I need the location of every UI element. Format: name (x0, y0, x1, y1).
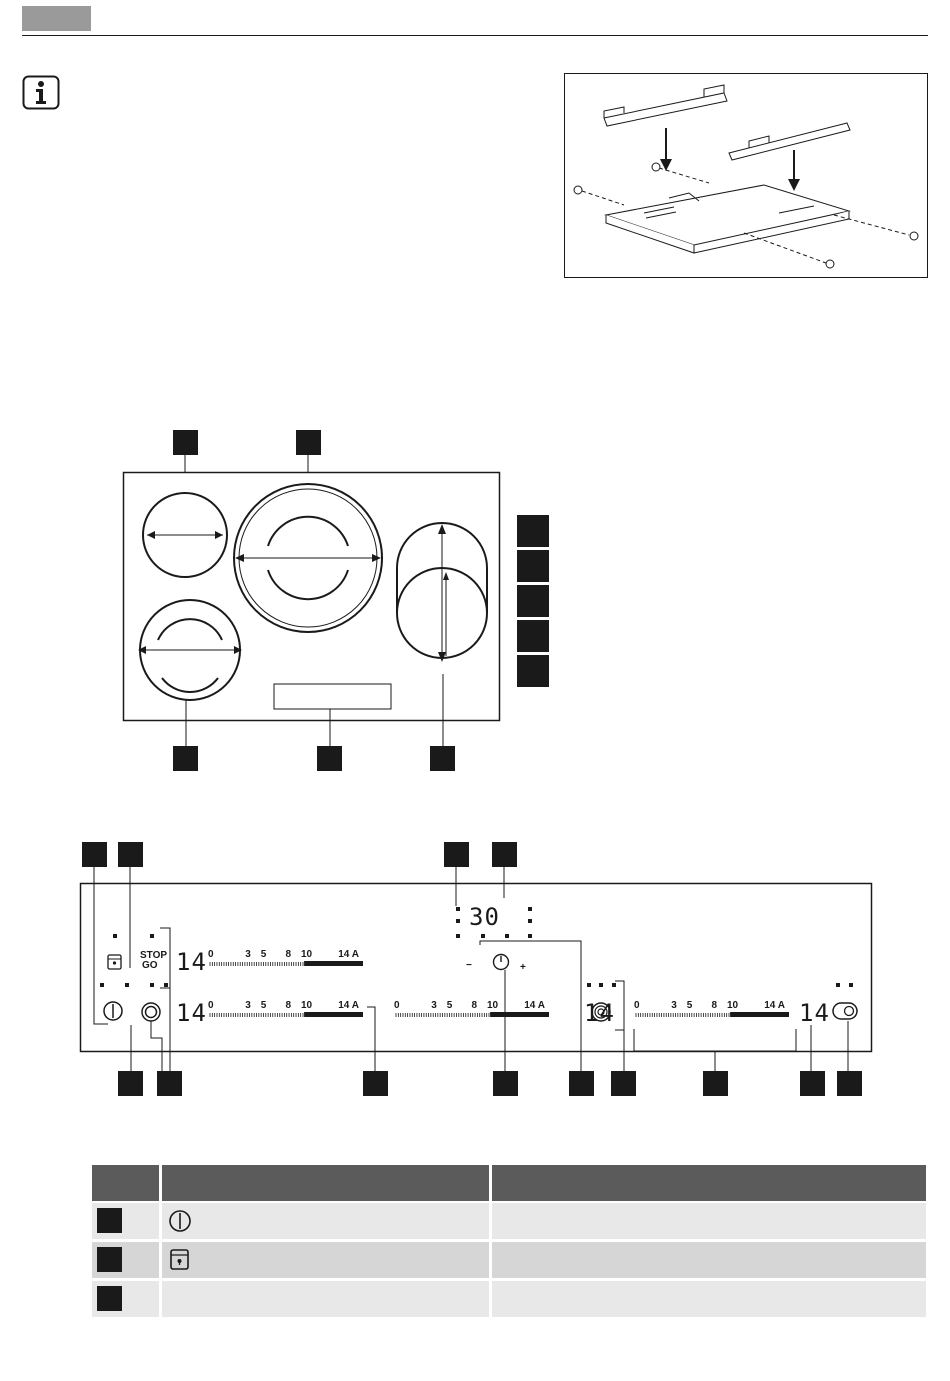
slider-max-bar (730, 1012, 789, 1017)
slider-scale-label: 14 A (764, 1000, 785, 1011)
table-row-3-number (97, 1286, 122, 1311)
slider-scale-label: 8 (471, 1000, 478, 1011)
slider-scale-label: 0 (634, 1000, 640, 1011)
display-left-bottom: 14 (176, 999, 207, 1027)
slider-scale-label: 8 (285, 1000, 292, 1011)
table-row-3-col-3 (492, 1281, 926, 1317)
table-row-1-number (97, 1208, 122, 1233)
slider-scale-label: 3 (245, 949, 251, 960)
slider-scale-label: 14 A (338, 1000, 359, 1011)
table-header-col-1 (92, 1165, 159, 1201)
header-rule (22, 35, 928, 36)
table-header-col-3 (492, 1165, 926, 1201)
table-row-1-col-3 (492, 1203, 926, 1239)
slider-scale-label: 10 (487, 1000, 499, 1011)
slider-scale-label: 5 (260, 949, 267, 960)
installation-figure (564, 73, 928, 278)
on-off-icon (167, 1208, 193, 1234)
slider-max-bar (490, 1012, 549, 1017)
timer-plus-button[interactable]: + (520, 962, 526, 973)
go-label: GO (142, 960, 158, 971)
cooktop-diagram (120, 428, 552, 773)
header-tab (22, 6, 91, 31)
slider-scale-label: 0 (208, 1000, 214, 1011)
timer-minus-button[interactable]: − (466, 960, 472, 971)
table-row-3-col-2 (162, 1281, 489, 1317)
slider-scale-label: 8 (285, 949, 292, 960)
slider-scale-label: 10 (301, 949, 313, 960)
slider-scale-label: 5 (260, 1000, 267, 1011)
info-icon (22, 75, 60, 110)
table-header-col-2 (162, 1165, 489, 1201)
slider-scale-label: 10 (727, 1000, 739, 1011)
table-row-2-col-2 (162, 1242, 489, 1278)
slider-scale-label: 0 (208, 949, 214, 960)
slider-scale-label: 8 (711, 1000, 718, 1011)
slider-scale-label: 14 A (338, 949, 359, 960)
slider-max-bar (304, 1012, 363, 1017)
slider-scale-label: 3 (245, 1000, 251, 1011)
display-right: 14 (799, 999, 830, 1027)
slider-max-bar (304, 961, 363, 966)
slider-scale-label: 0 (394, 1000, 400, 1011)
slider-scale-label: 3 (431, 1000, 437, 1011)
control-panel-diagram (78, 838, 874, 1098)
lock-icon (167, 1247, 193, 1273)
stop-label: STOP (140, 950, 168, 961)
slider-scale-label: 5 (686, 1000, 693, 1011)
table-row-1-col-2 (162, 1203, 489, 1239)
display-mid: 14 (584, 999, 615, 1027)
display-left-top: 14 (176, 948, 207, 976)
table-row-2-number (97, 1247, 122, 1272)
slider-scale-label: 5 (446, 1000, 453, 1011)
timer-display: 30 (469, 903, 500, 931)
slider-scale-label: 10 (301, 1000, 313, 1011)
slider-scale-label: 3 (671, 1000, 677, 1011)
slider-scale-label: 14 A (524, 1000, 545, 1011)
table-row-2-col-3 (492, 1242, 926, 1278)
